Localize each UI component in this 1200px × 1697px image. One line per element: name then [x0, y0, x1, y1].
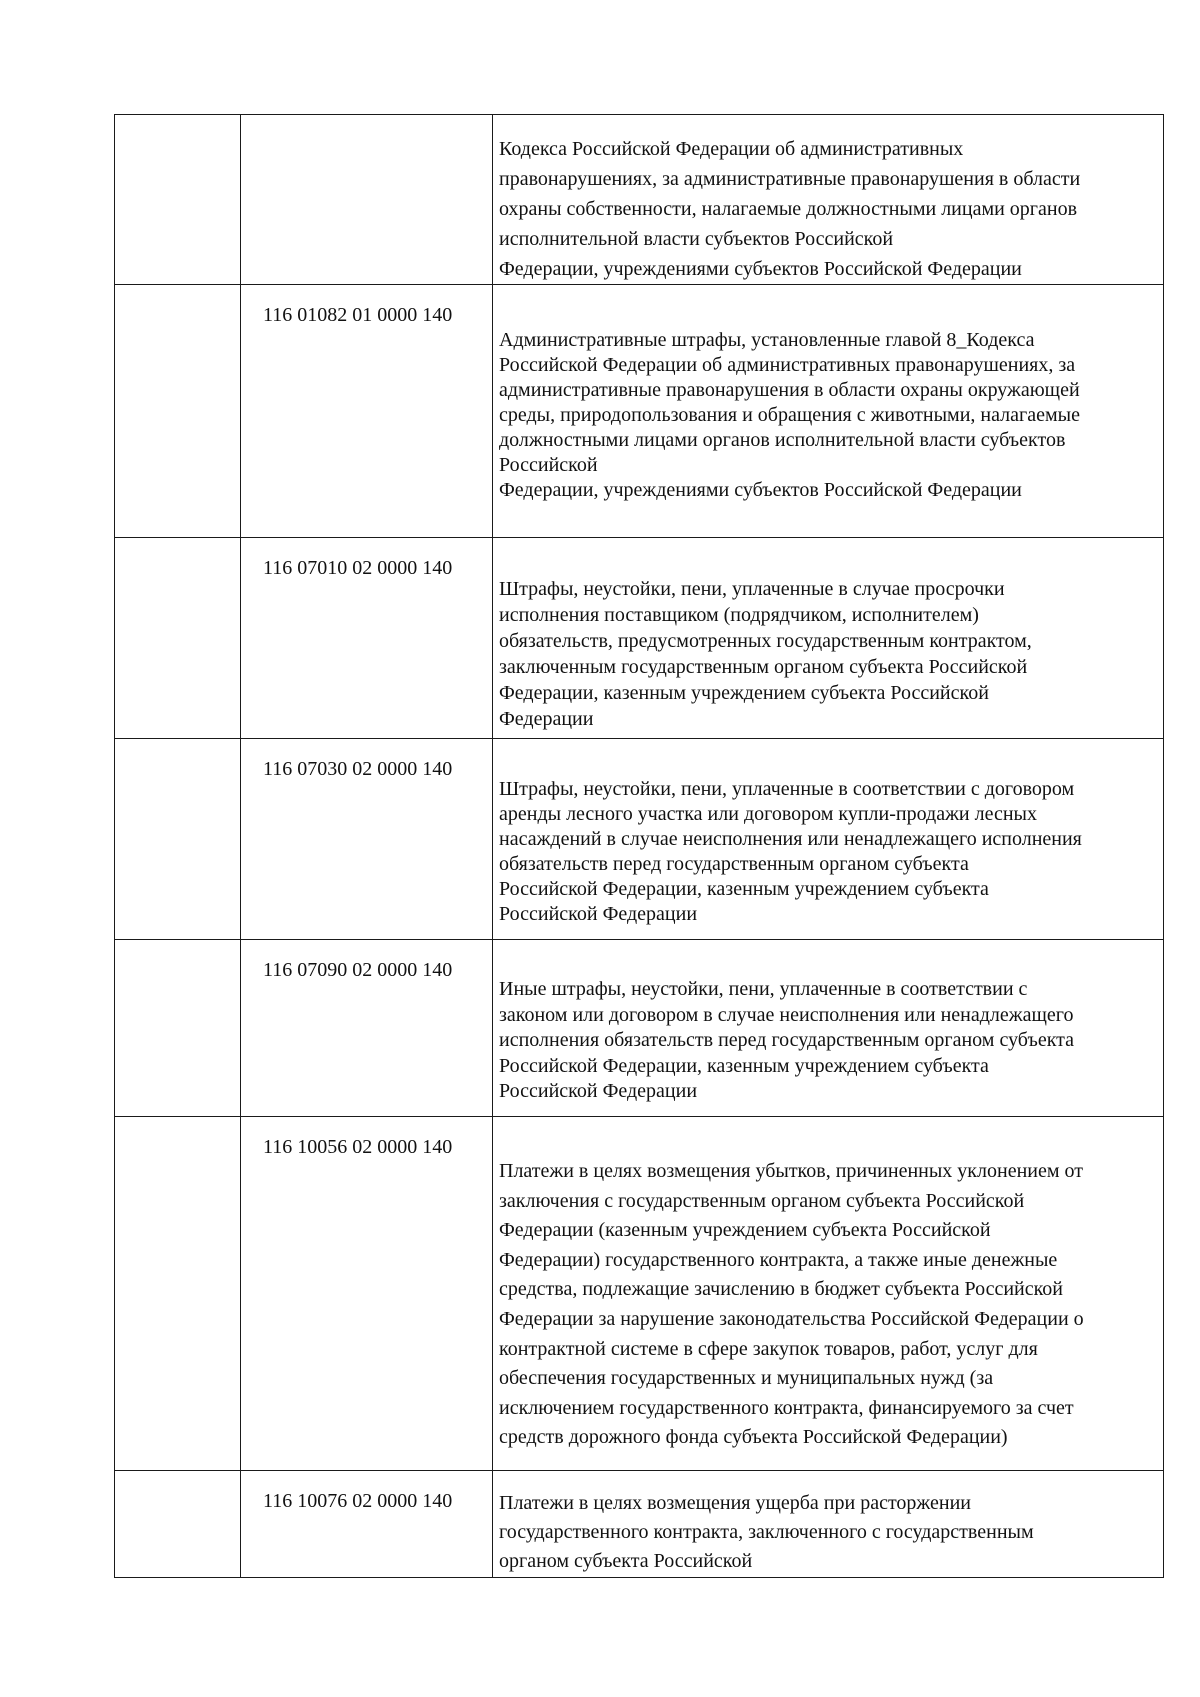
description-line: исполнения поставщиком (подрядчиком, исполнителем) [499, 604, 979, 626]
description-line: Платежи в целях возмещения ущерба при расторжении [499, 1492, 971, 1514]
description-line: Платежи в целях возмещения убытков, причиненных уклонением от [499, 1160, 1083, 1182]
description-text [493, 285, 1163, 503]
description-line: средств дорожного фонда субъекта Российской Федерации) [499, 1426, 1008, 1449]
budget-code: 116 07090 02 0000 140 [263, 959, 453, 981]
table-row [115, 1117, 1164, 1471]
empty-cell [115, 1117, 241, 1471]
description-line: Федерации) государственного контракта, а также иные денежные [499, 1248, 1058, 1271]
description-line: правонарушениях, за административные правонарушения в области [499, 168, 1081, 190]
description-cell [493, 1471, 1164, 1578]
empty-cell [115, 940, 241, 1117]
description-text [493, 940, 1163, 1105]
description-text [493, 1117, 1163, 1453]
empty-cell [115, 1471, 241, 1578]
code-cell [241, 940, 493, 1117]
description-line: Штрафы, неустойки, пени, уплаченные в соответствии с договором [499, 778, 1075, 800]
empty-cell [115, 538, 241, 739]
description-cell [493, 115, 1164, 285]
description-line: Кодекса Российской Федерации об административных [499, 138, 964, 160]
description-line: Российской Федерации [499, 903, 698, 925]
budget-code: 116 07030 02 0000 140 [263, 758, 453, 780]
description-line: аренды лесного участка или договором купли-продажи лесных [499, 803, 1037, 825]
budget-code: 116 10076 02 0000 140 [263, 1490, 453, 1512]
description-line: среды, природопользования и обращения с животными, налагаемые [499, 404, 1080, 426]
table-row [115, 940, 1164, 1117]
description-line: Российской Федерации [499, 1080, 698, 1102]
description-cell [493, 940, 1164, 1117]
description-line: Российской Федерации, казенным учреждением субъекта [499, 878, 989, 900]
code-cell [241, 285, 493, 538]
code-cell [241, 739, 493, 940]
description-text [493, 115, 1163, 284]
description-line: исключением государственного контракта, финансируемого за счет [499, 1396, 1074, 1419]
description-line: административные правонарушения в области охраны окружающей [499, 379, 1080, 401]
budget-code: 116 01082 01 0000 140 [263, 304, 453, 326]
description-line: Российской Федерации, казенным учреждением субъекта [499, 1054, 989, 1077]
description-line: Административные штрафы, установленные главой 8_Кодекса [499, 329, 1035, 351]
description-line: контрактной системе в сфере закупок товаров, работ, услуг для [499, 1337, 1038, 1360]
description-cell [493, 1117, 1164, 1471]
budget-codes-table [114, 114, 1164, 1578]
table-row [115, 285, 1164, 538]
code-cell [241, 1471, 493, 1578]
description-line: Российской Федерации об административных правонарушениях, за [499, 354, 1076, 376]
code-cell [241, 538, 493, 739]
description-line: должностными лицами органов исполнительной власти субъектов [499, 429, 1066, 451]
empty-cell [115, 739, 241, 940]
description-line: заключенным государственным органом субъекта Российской [499, 656, 1028, 678]
description-line: Иные штрафы, неустойки, пени, уплаченные в соответствии с [499, 978, 1028, 1000]
description-line: исполнительной власти субъектов Российской [499, 228, 894, 250]
description-line: Федерации (казенным учреждением субъекта Российской [499, 1219, 991, 1242]
description-line: охраны собственности, налагаемые должностными лицами органов [499, 198, 1078, 220]
description-line: органом субъекта Российской [499, 1550, 753, 1572]
description-line: заключения с государственным органом субъекта Российской [499, 1189, 1025, 1212]
description-line: обязательств перед государственным органом субъекта [499, 853, 969, 875]
description-line: Российской [499, 454, 598, 476]
code-cell [241, 115, 493, 285]
empty-cell [115, 115, 241, 285]
description-line: государственного контракта, заключенного с государственным [499, 1521, 1034, 1543]
description-line: Федерации [499, 708, 594, 730]
description-text [493, 739, 1163, 927]
empty-cell [115, 285, 241, 538]
description-cell [493, 285, 1164, 538]
budget-code [241, 115, 492, 133]
description-line: Федерации, учреждениями субъектов Российской Федерации [499, 258, 1022, 280]
description-line: Федерации за нарушение законодательства Российской Федерации о [499, 1307, 1084, 1330]
table-row [115, 1471, 1164, 1578]
description-line: насаждений в случае неисполнения или ненадлежащего исполнения [499, 828, 1082, 850]
table-row [115, 115, 1164, 285]
description-line: законом или договором в случае неисполнения или ненадлежащего [499, 1003, 1074, 1026]
description-line: обеспечения государственных и муниципальных нужд (за [499, 1367, 994, 1390]
description-text [493, 1471, 1163, 1576]
code-cell [241, 1117, 493, 1471]
description-line: средства, подлежащие зачислению в бюджет субъекта Российской [499, 1278, 1064, 1301]
description-text [493, 538, 1163, 732]
description-cell [493, 538, 1164, 739]
description-line: Федерации, учреждениями субъектов Российской Федерации [499, 479, 1022, 501]
table-row [115, 538, 1164, 739]
budget-code: 116 10056 02 0000 140 [263, 1136, 453, 1158]
description-line: Федерации, казенным учреждением субъекта Российской [499, 682, 989, 704]
table-body [115, 115, 1164, 1578]
description-cell [493, 739, 1164, 940]
table-row [115, 739, 1164, 940]
budget-code: 116 07010 02 0000 140 [263, 557, 453, 579]
description-line: исполнения обязательств перед государственным органом субъекта [499, 1029, 1075, 1051]
description-line: обязательств, предусмотренных государственным контрактом, [499, 630, 1032, 652]
description-line: Штрафы, неустойки, пени, уплаченные в случае просрочки [499, 578, 1005, 600]
